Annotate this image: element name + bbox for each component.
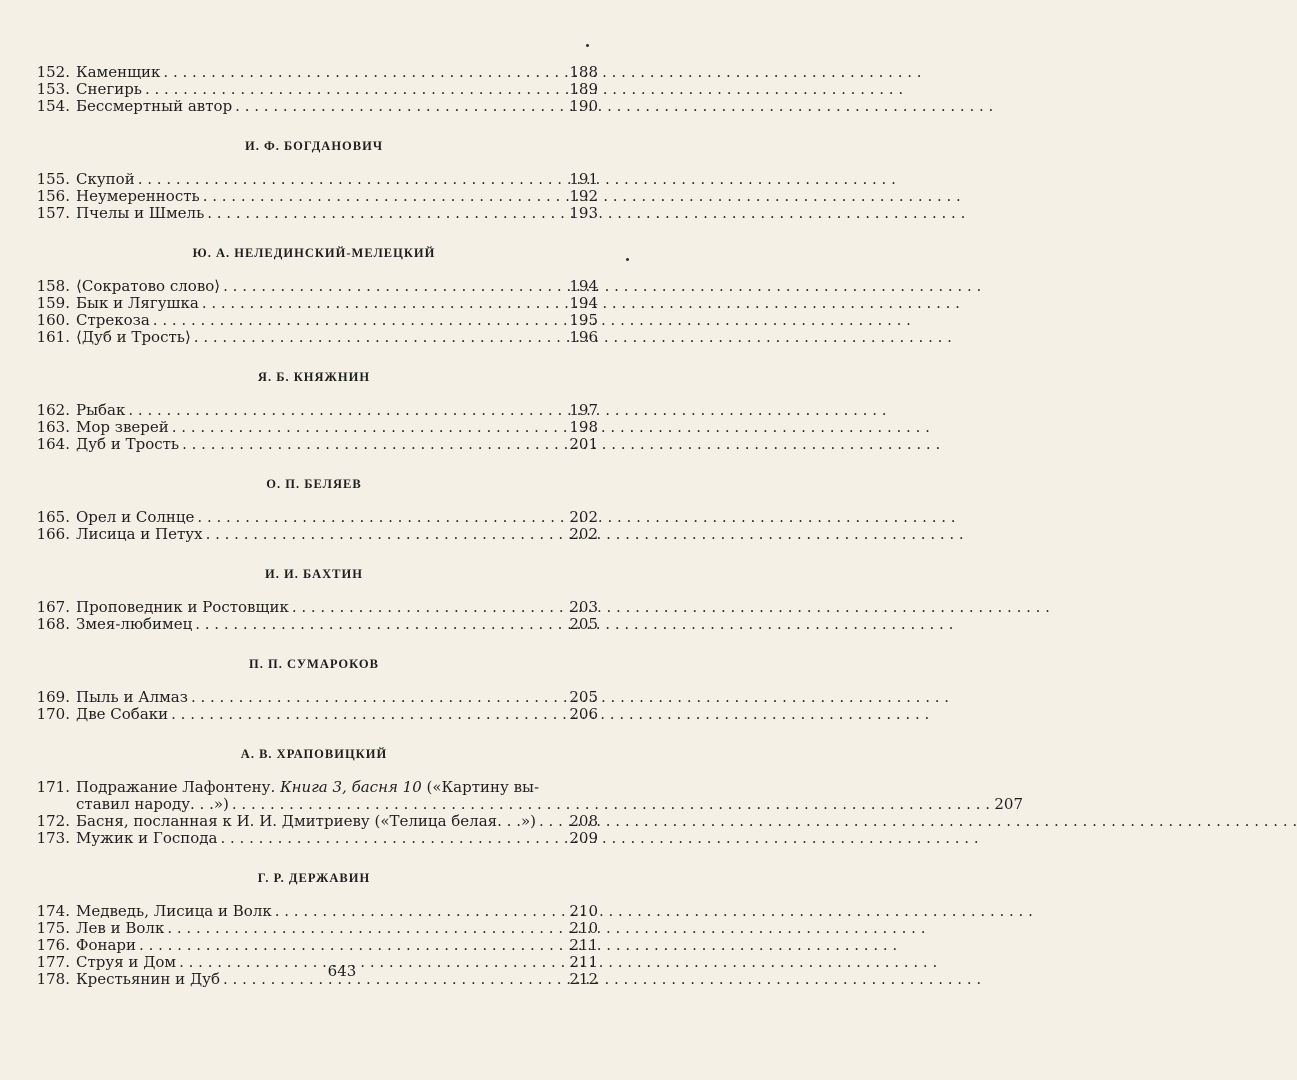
leader-dots <box>235 98 565 115</box>
entry-title: Лев и Волк <box>76 919 165 937</box>
entry-title: Басня, посланная к И. И. Дмитриеву («Телица белая. . .») <box>76 812 536 830</box>
entry-page: 202 <box>569 525 598 543</box>
toc-entry <box>30 920 598 937</box>
entry-title: Подражание Лафонтену. <box>76 778 276 796</box>
leader-dots <box>128 402 565 419</box>
entry-number: 154. <box>36 97 70 115</box>
entry-number: 166. <box>36 525 70 543</box>
entry-title: Струя и Дом <box>76 953 177 971</box>
entry-title: Каменщик <box>76 63 161 81</box>
toc-entry <box>30 689 598 706</box>
entry-title: Снегирь <box>76 80 142 98</box>
entry-title: Змея-любимец <box>76 615 193 633</box>
entry-page: 211 <box>569 953 598 971</box>
entry-title: Медведь, Лисица и Волк <box>76 902 272 920</box>
entry-number: 170. <box>36 705 70 723</box>
entry-number: 164. <box>36 435 70 453</box>
entry-page: 198 <box>569 418 598 436</box>
entry-title: Лисица и Петух <box>76 525 203 543</box>
entry-title-line <box>76 796 1023 813</box>
entry-number: 160. <box>36 311 70 329</box>
entry-title: Пчелы и Шмель <box>76 204 205 222</box>
toc-entry <box>30 937 598 954</box>
entry-title: Две Собаки <box>76 705 169 723</box>
leader-dots <box>145 81 565 98</box>
toc-section <box>30 654 598 723</box>
entry-title: Неумеренность <box>76 187 200 205</box>
leader-dots <box>232 796 990 813</box>
entry-page: 209 <box>569 829 598 847</box>
entry-page: 210 <box>569 902 598 920</box>
entry-title: Крестьянин и Дуб <box>76 970 220 988</box>
entry-page: 192 <box>569 187 598 205</box>
entry-page: 205 <box>569 615 598 633</box>
leader-dots <box>171 706 565 723</box>
page-number: 643 <box>327 962 357 980</box>
leader-dots <box>275 903 565 920</box>
entry-number: 174. <box>36 902 70 920</box>
entry-number: 156. <box>36 187 70 205</box>
leader-dots <box>167 920 565 937</box>
entry-page: 208 <box>569 812 598 830</box>
entry-title: Мужик и Господа <box>76 829 218 847</box>
entry-number: 157. <box>36 204 70 222</box>
entry-page: 194 <box>569 277 598 295</box>
author-heading: Ю. А. НЕЛЕДИНСКИЙ-МЕЛЕЦКИЙ <box>192 246 436 260</box>
toc-entry <box>30 419 598 436</box>
entry-title: Мор зверей <box>76 418 169 436</box>
toc-entry <box>30 599 598 616</box>
entry-page: 193 <box>569 204 598 222</box>
author-heading: Я. Б. КНЯЖНИН <box>257 370 371 384</box>
leader-dots <box>191 689 565 706</box>
toc-entry <box>30 81 598 98</box>
entry-title: Стрекоза <box>76 311 150 329</box>
toc-section <box>30 474 598 543</box>
entry-title: ⟨Дуб и Трость⟩ <box>76 328 191 346</box>
leader-dots <box>195 616 565 633</box>
entry-title: Дуб и Трость <box>76 435 180 453</box>
toc-entry <box>30 778 1024 813</box>
entry-page: 188 <box>569 63 598 81</box>
print-speck <box>586 44 589 47</box>
entry-page: 203 <box>569 598 598 616</box>
author-heading: О. П. БЕЛЯЕВ <box>266 477 362 491</box>
leader-dots <box>292 599 565 616</box>
toc-entry <box>30 278 598 295</box>
entry-title: Пыль и Алмаз <box>76 688 188 706</box>
entry-number: 152. <box>36 63 70 81</box>
entry-number: 173. <box>36 829 70 847</box>
toc-section <box>30 136 598 222</box>
entry-page: 211 <box>569 936 598 954</box>
entry-number: 169. <box>36 688 70 706</box>
leader-dots <box>207 205 565 222</box>
leader-dots <box>206 526 565 543</box>
entry-number: 153. <box>36 80 70 98</box>
entry-number: 155. <box>36 170 70 188</box>
entry-page: 202 <box>569 508 598 526</box>
entry-page: 190 <box>569 97 598 115</box>
leader-dots <box>197 509 565 526</box>
entry-page: 201 <box>569 435 598 453</box>
toc-entry <box>30 402 598 419</box>
entry-number: 165. <box>36 508 70 526</box>
toc-entry <box>30 329 598 346</box>
toc-entry <box>30 706 598 723</box>
entry-number: 159. <box>36 294 70 312</box>
entry-number: 158. <box>36 277 70 295</box>
leader-dots <box>203 188 565 205</box>
toc-entry <box>30 436 598 453</box>
entry-title: ⟨Сократово слово⟩ <box>76 277 221 295</box>
entry-title-continuation: ставил народу. . .») <box>76 795 229 813</box>
leader-dots <box>153 312 565 329</box>
leader-dots <box>220 830 565 847</box>
entry-page: 194 <box>569 294 598 312</box>
toc-entry <box>30 98 598 115</box>
leader-dots <box>139 937 565 954</box>
entry-number: 178. <box>36 970 70 988</box>
toc-entry <box>30 813 598 830</box>
toc-section <box>30 367 598 453</box>
toc-entry <box>30 171 598 188</box>
entry-page: 197 <box>569 401 598 419</box>
leader-dots <box>182 436 565 453</box>
leader-dots <box>223 278 565 295</box>
entry-title: Проповедник и Ростовщик <box>76 598 289 616</box>
entry-number: 176. <box>36 936 70 954</box>
entry-number: 177. <box>36 953 70 971</box>
entry-page: 206 <box>569 705 598 723</box>
leader-dots <box>194 329 565 346</box>
entry-page: 195 <box>569 311 598 329</box>
author-heading: И. И. БАХТИН <box>265 567 363 581</box>
entry-page: 207 <box>994 795 1024 813</box>
author-heading: А. В. ХРАПОВИЦКИЙ <box>240 747 388 761</box>
entry-page: 191 <box>569 170 598 188</box>
entry-page: 205 <box>569 688 598 706</box>
toc-section <box>30 243 598 346</box>
table-of-contents <box>30 63 1024 988</box>
toc-entry <box>30 312 598 329</box>
entry-title-block <box>76 779 1023 813</box>
entry-title-line <box>76 779 1023 796</box>
leader-dots <box>138 171 565 188</box>
entry-number: 172. <box>36 812 70 830</box>
entry-page: 210 <box>569 919 598 937</box>
leader-dots <box>172 419 565 436</box>
toc-entry <box>30 830 598 847</box>
entry-title-rest: («Картину вы- <box>426 778 540 796</box>
entry-number: 162. <box>36 401 70 419</box>
entry-page: 189 <box>569 80 598 98</box>
entry-page: 212 <box>569 970 598 988</box>
entry-number: 163. <box>36 418 70 436</box>
author-heading: И. Ф. БОГДАНОВИЧ <box>244 139 384 153</box>
toc-entry <box>30 205 598 222</box>
author-heading: Г. Р. ДЕРЖАВИН <box>257 871 371 885</box>
entry-title: Орел и Солнце <box>76 508 195 526</box>
toc-entry <box>30 64 598 81</box>
leader-dots <box>163 64 565 81</box>
entry-number: 167. <box>36 598 70 616</box>
entry-number: 175. <box>36 919 70 937</box>
toc-entry <box>30 188 598 205</box>
toc-entry <box>30 903 598 920</box>
entry-page: 196 <box>569 328 598 346</box>
toc-entry <box>30 526 598 543</box>
entry-title: Фонари <box>76 936 137 954</box>
toc-entry <box>30 509 598 526</box>
leader-dots <box>202 295 565 312</box>
entry-title-italic: Книга 3, басня 10 <box>280 778 422 796</box>
entry-number: 171. <box>36 778 70 796</box>
toc-entry <box>30 616 598 633</box>
toc-entry <box>30 295 598 312</box>
print-speck <box>626 258 629 261</box>
entry-title: Рыбак <box>76 401 126 419</box>
entry-number: 161. <box>36 328 70 346</box>
entry-title: Бык и Лягушка <box>76 294 199 312</box>
entry-number: 168. <box>36 615 70 633</box>
toc-section <box>30 64 598 115</box>
entry-title: Бессмертный автор <box>76 97 233 115</box>
toc-section <box>30 564 598 633</box>
leader-dots <box>539 813 565 830</box>
entry-title: Скупой <box>76 170 135 188</box>
toc-section <box>30 744 1024 847</box>
author-heading: П. П. СУМАРОКОВ <box>249 657 379 671</box>
